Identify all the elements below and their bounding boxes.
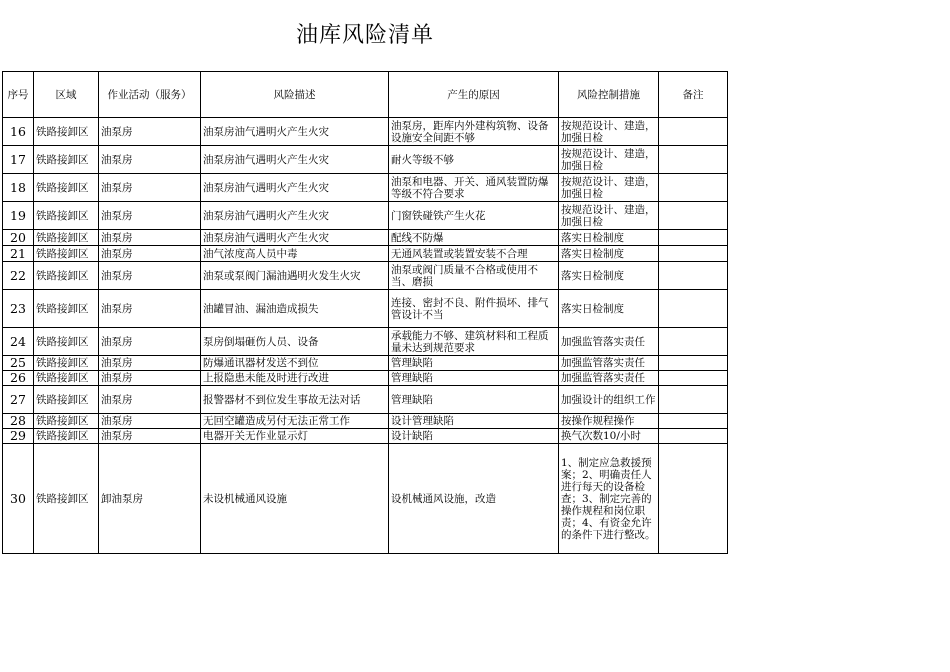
cell-area: 铁路接卸区: [34, 356, 99, 371]
cell-activity: 油泵房: [99, 246, 201, 262]
cell-note: [659, 328, 728, 356]
cell-measure: 落实日检制度: [559, 230, 659, 246]
cell-no: 16: [3, 118, 34, 146]
cell-measure: 按规范设计、建造，加强日检: [559, 202, 659, 230]
cell-activity: 油泵房: [99, 371, 201, 386]
cell-measure: 按操作规程操作: [559, 414, 659, 429]
cell-no: 26: [3, 371, 34, 386]
cell-area: 铁路接卸区: [34, 246, 99, 262]
cell-no: 21: [3, 246, 34, 262]
cell-risk: 无回空罐造成另付无法正常工作: [201, 414, 389, 429]
cell-no: 25: [3, 356, 34, 371]
cell-note: [659, 202, 728, 230]
cell-risk: 油泵房油气遇明火产生火灾: [201, 230, 389, 246]
header-no: 序号: [3, 72, 34, 118]
cell-activity: 油泵房: [99, 328, 201, 356]
cell-risk: 油泵房油气遇明火产生火灾: [201, 146, 389, 174]
cell-cause: 门窗铁碰铁产生火花: [389, 202, 559, 230]
cell-measure: 落实日检制度: [559, 290, 659, 328]
cell-measure: 1、制定应急救援预案；2、明确责任人进行每天的设备检查；3、制定完善的操作规程和岗位职责；4、有资金允许的条件下进行整改。: [559, 444, 659, 554]
cell-area: 铁路接卸区: [34, 118, 99, 146]
table-row: [3, 371, 728, 386]
table-row: [3, 429, 728, 444]
cell-no: 19: [3, 202, 34, 230]
header-area: 区域: [34, 72, 99, 118]
cell-measure: 加强监管落实责任: [559, 371, 659, 386]
cell-cause: 管理缺陷: [389, 386, 559, 414]
cell-cause: 配线不防爆: [389, 230, 559, 246]
table-row: [3, 174, 728, 202]
cell-area: 铁路接卸区: [34, 414, 99, 429]
cell-activity: 油泵房: [99, 290, 201, 328]
header-note: 备注: [659, 72, 728, 118]
cell-measure: 加强设计的组织工作: [559, 386, 659, 414]
cell-note: [659, 386, 728, 414]
cell-note: [659, 414, 728, 429]
table-row: [3, 230, 728, 246]
cell-no: 20: [3, 230, 34, 246]
cell-risk: 未设机械通风设施: [201, 444, 389, 554]
cell-cause: 管理缺陷: [389, 371, 559, 386]
cell-activity: 油泵房: [99, 386, 201, 414]
cell-measure: 按规范设计、建造，加强日检: [559, 174, 659, 202]
cell-risk: 电器开关无作业显示灯: [201, 429, 389, 444]
cell-note: [659, 146, 728, 174]
cell-risk: 油泵或泵阀门漏油遇明火发生火灾: [201, 262, 389, 290]
cell-risk: 防爆通讯器材发送不到位: [201, 356, 389, 371]
cell-no: 28: [3, 414, 34, 429]
cell-cause: 设机械通风设施，改造: [389, 444, 559, 554]
cell-cause: 设计管理缺陷: [389, 414, 559, 429]
cell-activity: 油泵房: [99, 230, 201, 246]
cell-no: 23: [3, 290, 34, 328]
cell-risk: 油泵房油气遇明火产生火灾: [201, 174, 389, 202]
cell-activity: 油泵房: [99, 202, 201, 230]
table-row: [3, 290, 728, 328]
header-risk: 风险描述: [201, 72, 389, 118]
table-header-row: [3, 72, 728, 118]
cell-note: [659, 230, 728, 246]
cell-note: [659, 174, 728, 202]
table-row: [3, 356, 728, 371]
cell-note: [659, 429, 728, 444]
table-row: [3, 414, 728, 429]
cell-area: 铁路接卸区: [34, 146, 99, 174]
cell-cause: 油泵或阀门质量不合格或使用不当、磨损: [389, 262, 559, 290]
cell-note: [659, 290, 728, 328]
cell-note: [659, 356, 728, 371]
cell-activity: 油泵房: [99, 262, 201, 290]
cell-risk: 泵房倒塌砸伤人员、设备: [201, 328, 389, 356]
cell-area: 铁路接卸区: [34, 371, 99, 386]
cell-no: 30: [3, 444, 34, 554]
cell-note: [659, 444, 728, 554]
cell-no: 18: [3, 174, 34, 202]
table-row: [3, 246, 728, 262]
cell-measure: 按规范设计、建造，加强日检: [559, 118, 659, 146]
cell-measure: 落实日检制度: [559, 246, 659, 262]
cell-note: [659, 118, 728, 146]
page-title: 油库风险清单: [296, 23, 435, 48]
cell-area: 铁路接卸区: [34, 328, 99, 356]
table-row: [3, 386, 728, 414]
cell-risk: 油气浓度高人员中毒: [201, 246, 389, 262]
cell-activity: 油泵房: [99, 174, 201, 202]
cell-cause: 管理缺陷: [389, 356, 559, 371]
cell-risk: 上报隐患未能及时进行改进: [201, 371, 389, 386]
cell-activity: 油泵房: [99, 146, 201, 174]
table-row: [3, 262, 728, 290]
cell-cause: 承载能力不够、建筑材料和工程质量未达到规范要求: [389, 328, 559, 356]
cell-measure: 加强监管落实责任: [559, 356, 659, 371]
cell-measure: 加强监管落实责任: [559, 328, 659, 356]
cell-no: 22: [3, 262, 34, 290]
cell-no: 29: [3, 429, 34, 444]
cell-risk: 油泵房油气遇明火产生火灾: [201, 202, 389, 230]
cell-cause: 无通风装置或装置安装不合理: [389, 246, 559, 262]
cell-note: [659, 246, 728, 262]
cell-area: 铁路接卸区: [34, 290, 99, 328]
cell-risk: 油泵房油气遇明火产生火灾: [201, 118, 389, 146]
cell-activity: 油泵房: [99, 118, 201, 146]
risk-table: [2, 71, 728, 554]
table-row: [3, 444, 728, 554]
cell-cause: 设计缺陷: [389, 429, 559, 444]
cell-area: 铁路接卸区: [34, 202, 99, 230]
cell-area: 铁路接卸区: [34, 174, 99, 202]
cell-no: 24: [3, 328, 34, 356]
cell-activity: 卸油泵房: [99, 444, 201, 554]
cell-cause: 连接、密封不良、附件损坏、排气管设计不当: [389, 290, 559, 328]
cell-note: [659, 262, 728, 290]
cell-no: 27: [3, 386, 34, 414]
cell-activity: 油泵房: [99, 429, 201, 444]
cell-measure: 换气次数10/小时: [559, 429, 659, 444]
table-row: [3, 202, 728, 230]
cell-area: 铁路接卸区: [34, 429, 99, 444]
table-row: [3, 146, 728, 174]
cell-activity: 油泵房: [99, 356, 201, 371]
cell-area: 铁路接卸区: [34, 386, 99, 414]
cell-area: 铁路接卸区: [34, 230, 99, 246]
cell-risk: 油罐冒油、漏油造成损失: [201, 290, 389, 328]
table-row: [3, 118, 728, 146]
cell-area: 铁路接卸区: [34, 262, 99, 290]
cell-area: 铁路接卸区: [34, 444, 99, 554]
cell-note: [659, 371, 728, 386]
cell-cause: 耐火等级不够: [389, 146, 559, 174]
cell-cause: 油泵房，距库内外建构筑物、设备设施安全间距不够: [389, 118, 559, 146]
header-activity: 作业活动（服务）: [99, 72, 201, 118]
cell-cause: 油泵和电器、开关、通风装置防爆等级不符合要求: [389, 174, 559, 202]
cell-measure: 落实日检制度: [559, 262, 659, 290]
table-row: [3, 328, 728, 356]
header-measure: 风险控制措施: [559, 72, 659, 118]
header-cause: 产生的原因: [389, 72, 559, 118]
cell-measure: 按规范设计、建造，加强日检: [559, 146, 659, 174]
cell-risk: 报警器材不到位发生事故无法对话: [201, 386, 389, 414]
cell-activity: 油泵房: [99, 414, 201, 429]
cell-no: 17: [3, 146, 34, 174]
